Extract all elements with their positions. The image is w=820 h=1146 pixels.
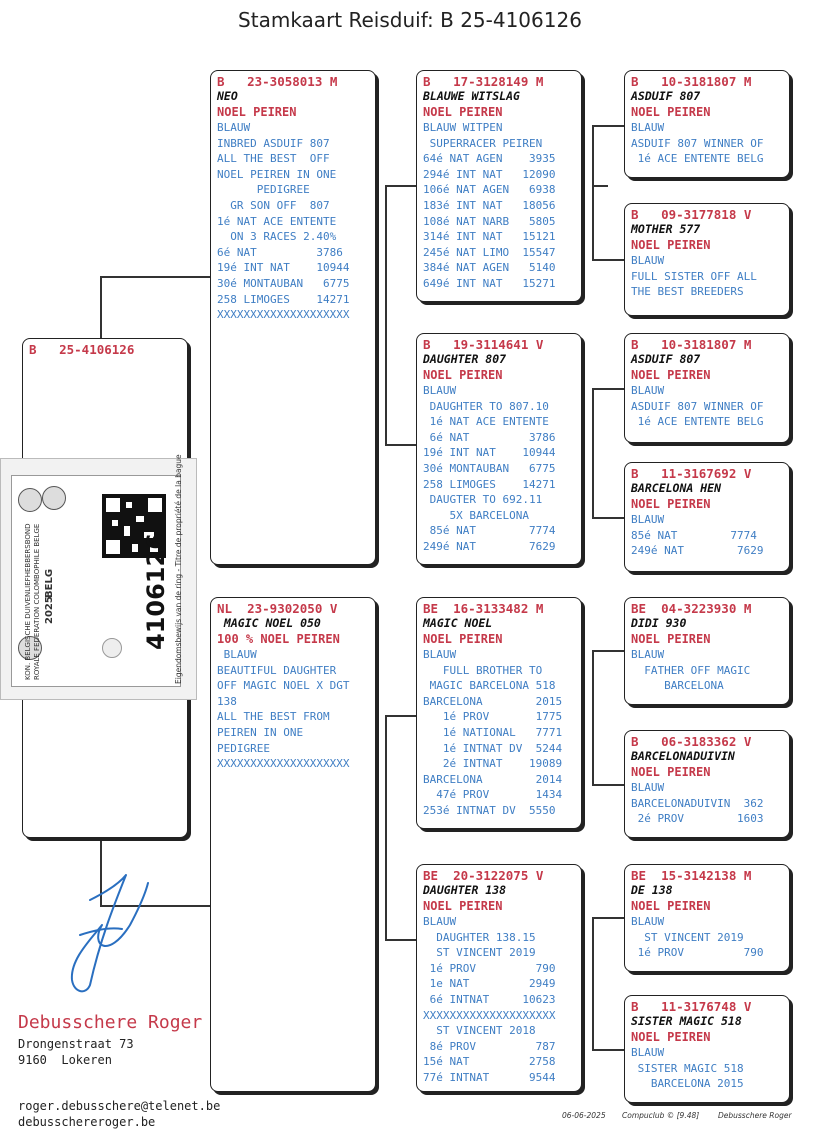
detail-line: 1é PROV 1775	[423, 710, 563, 724]
detail-line: NOEL PEIREN IN ONE	[217, 167, 337, 181]
globe-logo-icon	[42, 486, 66, 510]
pigeon-name: DAUGHTER 807	[423, 352, 507, 366]
detail-line: THE BEST BREEDERS	[631, 285, 744, 299]
detail-line: BEAUTIFUL DAUGHTER	[217, 663, 337, 677]
sire-dam-dam-card	[624, 462, 790, 572]
detail-line: BARCELONA 2015	[423, 694, 563, 708]
breeder-name: NOEL PEIREN	[631, 1030, 711, 1044]
detail-line: BLAUW	[631, 513, 665, 526]
detail-line: 1é ACE ENTENTE BELG	[631, 415, 764, 429]
ring-certificate	[0, 454, 197, 700]
breeder-name: NOEL PEIREN	[631, 368, 711, 382]
detail-line: 6é NAT 3786	[217, 245, 343, 259]
dam-dam-sire-card	[624, 864, 790, 972]
pigeon-name: ASDUIF 807	[631, 89, 701, 103]
federation-logo-icon	[18, 488, 42, 512]
ring-number: BE 15-3142138 M	[631, 868, 752, 883]
detail-line: BLAUW	[217, 648, 257, 661]
detail-line: 30é MONTAUBAN 6775	[423, 461, 556, 475]
detail-line: BARCELONA	[631, 679, 724, 693]
owner-website: debusschereroger.be	[18, 1115, 156, 1129]
detail-line: 8é PROV 787	[423, 1039, 556, 1053]
connector	[385, 185, 387, 445]
breeder-name: NOEL PEIREN	[631, 238, 711, 252]
tag-ring-number: 4106126	[142, 533, 170, 650]
ring-number: B 25-4106126	[29, 342, 135, 357]
detail-line: FATHER OFF MAGIC	[631, 663, 751, 677]
detail-line: 5X BARCELONA	[423, 508, 529, 522]
sire-sire-card	[416, 70, 582, 302]
breeder-name: 100 % NOEL PEIREN	[217, 632, 340, 646]
connector	[592, 917, 594, 1050]
detail-line: 1é NATIONAL 7771	[423, 725, 563, 739]
detail-line: BLAUW	[631, 915, 665, 928]
sire-card	[210, 70, 376, 565]
detail-line: 258 LIMOGES 14271	[423, 477, 556, 491]
detail-line: FULL BROTHER TO	[423, 663, 543, 677]
detail-line: BLAUW	[217, 121, 251, 134]
detail-line: 64é NAT AGEN 3935	[423, 152, 556, 166]
ring-number: B 19-3114641 V	[423, 337, 544, 352]
detail-line: FULL SISTER OFF ALL	[631, 269, 757, 283]
breeder-name: NOEL PEIREN	[631, 497, 711, 511]
detail-line: 138	[217, 694, 237, 708]
detail-line: BLAUW	[423, 384, 457, 397]
connector	[592, 517, 624, 519]
detail-line: BARCELONA 2015	[631, 1077, 744, 1091]
breeder-name: NOEL PEIREN	[631, 899, 711, 913]
tag-year: 2025	[44, 596, 55, 624]
detail-line: SUPERRACER PEIREN	[423, 136, 543, 150]
pigeon-name: MAGIC NOEL	[423, 616, 493, 630]
detail-line: ST VINCENT 2019	[423, 946, 536, 960]
detail-line: 85é NAT 7774	[631, 528, 757, 542]
detail-line: 1é INTNAT DV 5244	[423, 741, 563, 755]
footer-software: Compuclub © [9.48]	[622, 1111, 700, 1120]
detail-line: 1é ACE ENTENTE BELG	[631, 152, 764, 166]
connector	[385, 715, 387, 940]
tag-line-3: Eigendomsbewijs van de ring - Titre de propriété de la bague	[174, 454, 183, 684]
owner-city: 9160 Lokeren	[18, 1053, 112, 1067]
detail-line: BLAUW	[631, 254, 665, 267]
connector	[592, 125, 624, 127]
detail-line: ST VINCENT 2019	[631, 930, 744, 944]
detail-line: PEDIGREE	[217, 741, 270, 755]
ring-number: NL 23-9302050 V	[217, 601, 338, 616]
detail-line: INBRED ASDUIF 807	[217, 136, 330, 150]
pigeon-name: BARCELONADUIVIN	[631, 749, 735, 763]
connector	[592, 784, 624, 786]
sire-sire-sire-card	[624, 70, 790, 178]
dam-sire-dam-card	[624, 730, 790, 838]
pigeon-name: MOTHER 577	[631, 222, 701, 236]
detail-line: ALL THE BEST OFF	[217, 152, 330, 166]
ring-number: B 10-3181807 M	[631, 74, 752, 89]
detail-line: BLAUW	[631, 384, 665, 397]
breeder-name: NOEL PEIREN	[631, 765, 711, 779]
detail-line: XXXXXXXXXXXXXXXXXXXX	[217, 757, 350, 771]
detail-line: 1é NAT ACE ENTENTE	[423, 415, 549, 429]
connector	[592, 650, 624, 652]
detail-line: 47é PROV 1434	[423, 788, 563, 802]
detail-line: ASDUIF 807 WINNER OF	[631, 136, 764, 150]
detail-line: BLAUW	[423, 648, 457, 661]
dam-card	[210, 597, 376, 1092]
dam-dam-dam-card	[624, 995, 790, 1103]
pigeon-name: SISTER MAGIC 518	[631, 1014, 742, 1028]
connector	[385, 444, 417, 446]
detail-line: SISTER MAGIC 518	[631, 1061, 744, 1075]
detail-line: 1é PROV 790	[423, 961, 556, 975]
footer-date: 06-06-2025	[562, 1111, 606, 1120]
detail-line: GR SON OFF 807	[217, 198, 330, 212]
detail-line: 30é MONTAUBAN 6775	[217, 276, 350, 290]
detail-line: BLAUW	[631, 781, 665, 794]
detail-line: 253é INTNAT DV 5550	[423, 803, 556, 817]
pigeon-name: DE 138	[631, 883, 673, 897]
breeder-name: NOEL PEIREN	[423, 368, 503, 382]
detail-line: 85é NAT 7774	[423, 524, 556, 538]
connector	[592, 388, 624, 390]
sire-sire-dam-card	[624, 203, 790, 316]
ring-number: BE 16-3133482 M	[423, 601, 544, 616]
connector	[592, 185, 608, 187]
detail-line: 384é NAT AGEN 5140	[423, 261, 556, 275]
connector	[100, 276, 102, 338]
detail-line: BLAUW WITPEN	[423, 121, 503, 134]
detail-line: 2é INTNAT 19089	[423, 757, 563, 771]
ring-number: B 06-3183362 V	[631, 734, 752, 749]
page-title: Stamkaart Reisduif: B 25-4106126	[238, 8, 582, 32]
dam-sire-card	[416, 597, 582, 829]
detail-line: 258 LIMOGES 14271	[217, 292, 350, 306]
ring-number: B 11-3167692 V	[631, 466, 752, 481]
detail-line: 1é PROV 790	[631, 946, 764, 960]
breeder-name: NOEL PEIREN	[631, 632, 711, 646]
dam-sire-sire-card	[624, 597, 790, 705]
tag-country: BELG	[44, 568, 55, 598]
connector	[592, 917, 624, 919]
detail-line: XXXXXXXXXXXXXXXXXXXX	[217, 308, 350, 322]
breeder-name: NOEL PEIREN	[423, 632, 503, 646]
detail-line: ALL THE BEST FROM	[217, 710, 330, 724]
signature	[60, 865, 160, 1000]
detail-line: 77é INTNAT 9544	[423, 1070, 556, 1084]
detail-line: DAUGHTER 138.15	[423, 930, 536, 944]
connector	[385, 715, 417, 717]
sire-dam-card	[416, 333, 582, 565]
detail-line: OFF MAGIC NOEL X DGT	[217, 679, 350, 693]
pigeon-name: NEO	[217, 89, 238, 103]
detail-line: BARCELONADUIVIN 362	[631, 796, 764, 810]
detail-line: BLAUW	[423, 915, 457, 928]
connector	[592, 650, 594, 785]
breeder-name: NOEL PEIREN	[423, 105, 503, 119]
detail-line: BLAUW	[631, 121, 665, 134]
connector	[385, 185, 417, 187]
sire-dam-sire-card	[624, 333, 790, 443]
owner-name: Debusschere Roger	[18, 1012, 203, 1033]
detail-line: BARCELONA 2014	[423, 772, 563, 786]
detail-line: PEDIGREE	[217, 183, 310, 197]
detail-line: 2é PROV 1603	[631, 812, 764, 826]
detail-line: 19é INT NAT 10944	[217, 261, 350, 275]
owner-email: roger.debusschere@telenet.be	[18, 1099, 221, 1113]
detail-line: DAUGHTER TO 807.10	[423, 399, 549, 413]
detail-line: ASDUIF 807 WINNER OF	[631, 399, 764, 413]
pigeon-name: DIDI 930	[631, 616, 687, 630]
breeder-name: NOEL PEIREN	[217, 105, 297, 119]
ring-number: B 23-3058013 M	[217, 74, 338, 89]
ring-number: B 10-3181807 M	[631, 337, 752, 352]
detail-line: 249é NAT 7629	[423, 539, 556, 553]
detail-line: 183é INT NAT 18056	[423, 198, 556, 212]
detail-line: 6é INTNAT 10623	[423, 992, 556, 1006]
detail-line: XXXXXXXXXXXXXXXXXXXX	[423, 1008, 556, 1022]
detail-line: 6é NAT 3786	[423, 430, 556, 444]
detail-line: 1é NAT ACE ENTENTE	[217, 214, 337, 228]
detail-line: ST VINCENT 2018	[423, 1024, 536, 1038]
detail-line: DAUGTER TO 692.11	[423, 493, 543, 507]
breeder-name: NOEL PEIREN	[631, 105, 711, 119]
connector	[592, 125, 594, 260]
ring-number: B 09-3177818 V	[631, 207, 752, 222]
certificate-card	[11, 454, 183, 687]
pigeon-name: BLAUWE WITSLAG	[423, 89, 520, 103]
connector	[592, 388, 594, 518]
dam-dam-card	[416, 864, 582, 1092]
detail-line: 108é NAT NARB 5805	[423, 214, 556, 228]
owner-street: Drongenstraat 73	[18, 1037, 134, 1051]
ring-number: B 11-3176748 V	[631, 999, 752, 1014]
detail-line: 1e NAT 2949	[423, 977, 556, 991]
pigeon-name: BARCELONA HEN	[631, 481, 722, 495]
tag-line-1: KON. BELGISCHE DUIVENLIEFHEBBERSBOND	[24, 523, 32, 680]
detail-line: 649é INT NAT 15271	[423, 276, 556, 290]
detail-line: BLAUW	[631, 648, 665, 661]
connector	[592, 259, 624, 261]
connector	[385, 939, 417, 941]
ring-number: B 17-3128149 M	[423, 74, 544, 89]
detail-line: 249é NAT 7629	[631, 544, 764, 558]
connector	[592, 1049, 624, 1051]
detail-line: BLAUW	[631, 1046, 665, 1059]
breeder-name: NOEL PEIREN	[423, 899, 503, 913]
detail-line: 245é NAT LIMO 15547	[423, 245, 556, 259]
detail-line: ON 3 RACES 2.40%	[217, 230, 337, 244]
detail-line: MAGIC BARCELONA 518	[423, 679, 556, 693]
detail-line: 294é INT NAT 12090	[423, 167, 556, 181]
ring-number: BE 20-3122075 V	[423, 868, 544, 883]
connector	[100, 276, 210, 278]
detail-line: PEIREN IN ONE	[217, 725, 304, 739]
detail-line: 19é INT NAT 10944	[423, 446, 556, 460]
footer-owner: Debusschere Roger	[718, 1111, 792, 1120]
pigeon-name: DAUGHTER 138	[423, 883, 507, 897]
ring-number: BE 04-3223930 M	[631, 601, 752, 616]
detail-line: 15é NAT 2758	[423, 1055, 556, 1069]
pigeon-name: MAGIC NOEL 050	[217, 616, 321, 630]
pigeon-name: ASDUIF 807	[631, 352, 701, 366]
ring-hole	[102, 638, 122, 658]
detail-line: 106é NAT AGEN 6938	[423, 183, 556, 197]
detail-line: 314é INT NAT 15121	[423, 230, 556, 244]
tag-line-2: ROYALE FEDERATION COLOMBOPHILE BELGE	[33, 523, 41, 680]
